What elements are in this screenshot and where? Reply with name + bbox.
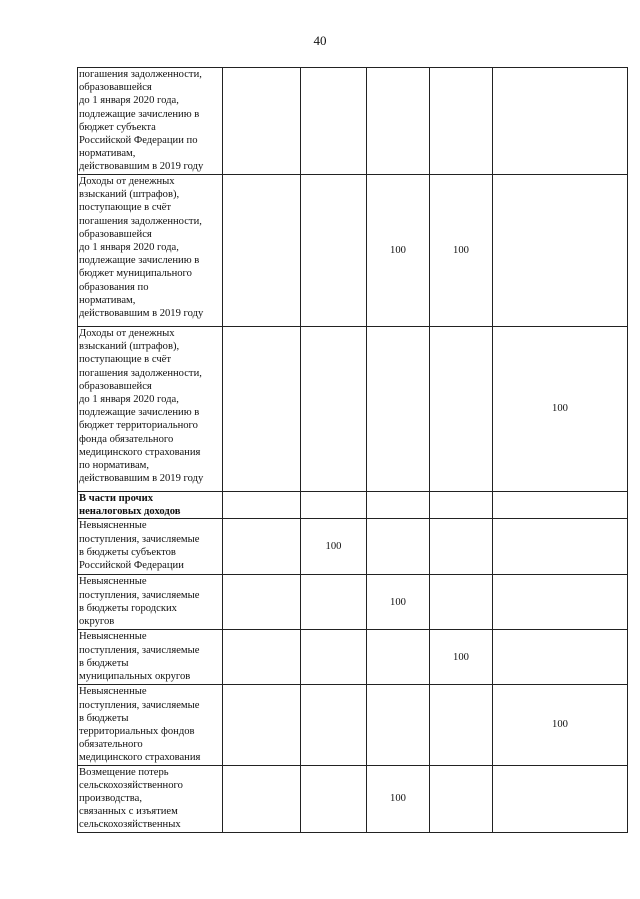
normative-percent-cell: 100 [430, 630, 493, 685]
description-line: Доходы от денежных [79, 176, 175, 187]
revenue-description-cell [78, 175, 223, 327]
table-row [78, 630, 628, 685]
normative-percent-cell [301, 68, 367, 175]
normative-percent-cell [493, 68, 628, 175]
normative-percent-cell: 100 [367, 575, 430, 630]
description-line: бюджет муниципального [79, 268, 192, 280]
normative-percent-cell [223, 575, 301, 630]
description-line: взысканий (штрафов), [79, 189, 180, 201]
normative-percent-cell [493, 175, 628, 327]
description-line: медицинского страхования [79, 446, 201, 458]
section-header-row [78, 492, 628, 519]
normative-percent-cell [301, 765, 367, 832]
description-line: в бюджеты городских [79, 602, 177, 614]
description-line: территориальных фондов [79, 726, 195, 738]
description-line: до 1 января 2020 года, [79, 394, 179, 406]
description-line: до 1 января 2020 года, [79, 95, 179, 107]
normative-percent-cell [223, 765, 301, 832]
normative-percent-cell: 100 [430, 175, 493, 327]
normative-percent-cell [493, 575, 628, 630]
description-line: нормативам, [79, 294, 136, 306]
normative-percent-cell [430, 575, 493, 630]
normative-percent-cell [430, 685, 493, 765]
description-line: по нормативам, [79, 460, 149, 472]
description-line: фонда обязательного [79, 433, 174, 445]
normative-percent-cell: 100 [493, 685, 628, 765]
normative-percent-cell: 100 [301, 519, 367, 575]
description-line: связанных с изъятием [79, 806, 178, 818]
description-line: Российской Федерации по [79, 135, 198, 147]
normative-percent-cell [301, 575, 367, 630]
description-line: в бюджеты субъектов [79, 546, 176, 558]
description-line: образовавшейся [79, 380, 152, 392]
description-line: подлежащие зачислению в [79, 407, 200, 419]
normative-percent-cell [223, 175, 301, 327]
description-line: Невыясненные [79, 631, 147, 643]
normative-percent-cell [493, 492, 628, 519]
description-line: бюджет субъекта [79, 121, 156, 133]
description-line: поступления, зачисляемые [79, 533, 200, 545]
description-line: медицинского страхования [79, 752, 201, 764]
normative-percent-cell [223, 327, 301, 492]
normative-percent-cell [301, 630, 367, 685]
normative-percent-cell [430, 519, 493, 575]
table-row [78, 575, 628, 630]
description-line: поступления, зачисляемые [79, 589, 200, 601]
normative-percent-cell [301, 327, 367, 492]
description-line: поступления, зачисляемые [79, 644, 200, 656]
table-row [78, 327, 628, 492]
description-line: В части прочих [79, 493, 154, 504]
normative-percent-cell [430, 765, 493, 832]
normative-percent-cell [301, 492, 367, 519]
description-line: образования по [79, 281, 149, 293]
normative-percent-cell [493, 765, 628, 832]
revenue-description-cell [78, 519, 223, 575]
normative-percent-cell [301, 685, 367, 765]
normative-percent-cell [223, 68, 301, 175]
description-line: поступающие в счёт [79, 354, 171, 366]
normative-percent-cell [367, 327, 430, 492]
description-line: погашения задолженности, [79, 69, 202, 80]
normative-percent-cell [367, 519, 430, 575]
description-line: образовавшейся [79, 82, 152, 94]
table-row [78, 519, 628, 575]
normative-percent-cell: 100 [367, 765, 430, 832]
description-line: сельскохозяйственных [79, 819, 181, 831]
revenue-description-cell [78, 327, 223, 492]
normative-percent-cell [430, 492, 493, 519]
normative-percent-cell [493, 630, 628, 685]
description-line: производства, [79, 793, 142, 805]
revenue-description-cell [78, 765, 223, 832]
revenue-distribution-table [77, 67, 628, 833]
description-line: неналоговых доходов [79, 506, 181, 518]
normative-percent-cell [430, 68, 493, 175]
description-line: Российской Федерации [79, 560, 184, 572]
normative-percent-cell [367, 492, 430, 519]
description-line: Невыясненные [79, 520, 147, 532]
normative-percent-cell [223, 519, 301, 575]
description-line: Невыясненные [79, 686, 147, 698]
section-title-cell [78, 492, 223, 519]
table-row [78, 175, 628, 327]
description-line: подлежащие зачислению в [79, 255, 200, 267]
normative-percent-cell [367, 630, 430, 685]
revenue-description-cell [78, 685, 223, 765]
revenue-description-cell [78, 68, 223, 175]
table-row [78, 68, 628, 175]
description-line: в бюджеты [79, 712, 129, 724]
description-line: действовавшим в 2019 году [79, 161, 204, 173]
description-line: сельскохозяйственного [79, 779, 183, 791]
description-line: взысканий (штрафов), [79, 341, 180, 353]
description-line: погашения задолженности, [79, 367, 202, 379]
page-number: 40 [313, 33, 327, 48]
revenue-description-cell [78, 630, 223, 685]
description-line: погашения задолженности, [79, 215, 202, 227]
normative-percent-cell [301, 175, 367, 327]
description-line: округов [79, 616, 115, 628]
revenue-description-cell [78, 575, 223, 630]
description-line: в бюджеты [79, 657, 129, 669]
normative-percent-cell [223, 630, 301, 685]
normative-percent-cell: 100 [493, 327, 628, 492]
description-line: действовавшим в 2019 году [79, 473, 204, 485]
normative-percent-cell [367, 68, 430, 175]
description-line: Невыясненные [79, 576, 147, 588]
normative-percent-cell [493, 519, 628, 575]
description-line: поступающие в счёт [79, 202, 171, 214]
normative-percent-cell [367, 685, 430, 765]
normative-percent-cell: 100 [367, 175, 430, 327]
normative-percent-cell [223, 685, 301, 765]
description-line: Возмещение потерь [79, 766, 169, 778]
normative-percent-cell [430, 327, 493, 492]
description-line: образовавшейся [79, 228, 152, 240]
description-line: Доходы от денежных [79, 328, 175, 339]
description-line: до 1 января 2020 года, [79, 242, 179, 254]
description-line: поступления, зачисляемые [79, 699, 200, 711]
description-line: муниципальных округов [79, 671, 191, 683]
description-line: обязательного [79, 739, 143, 751]
description-line: действовавшим в 2019 году [79, 308, 204, 320]
description-line: нормативам, [79, 148, 136, 160]
table-row [78, 685, 628, 765]
description-line: бюджет территориального [79, 420, 198, 432]
normative-percent-cell [223, 492, 301, 519]
description-line: подлежащие зачислению в [79, 108, 200, 120]
table-row [78, 765, 628, 832]
